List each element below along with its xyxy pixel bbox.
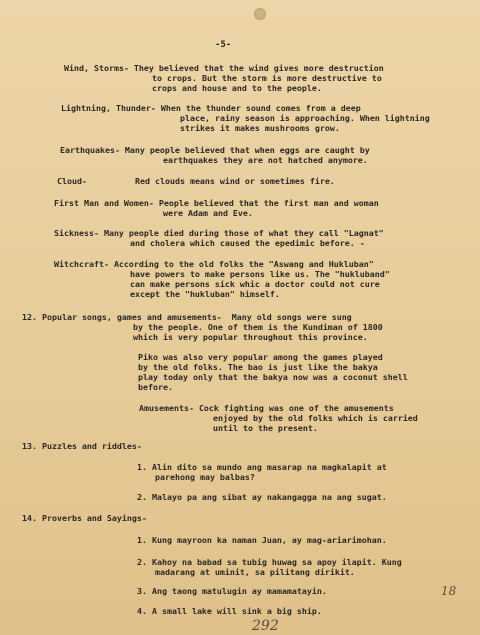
line-lightning-1: Lightning, Thunder- When the thunder sound comes from a deep (61, 103, 361, 113)
line-proverb-3: 3. Ang taong matulugin ay mamamatayin. (137, 586, 327, 596)
line-section-14: 14. Proverbs and Sayings- (22, 513, 147, 523)
line-section-13: 13. Puzzles and riddles- (22, 441, 142, 451)
line-riddle-1b: parehong may balbas? (155, 472, 255, 482)
line-piko-4: before. (138, 382, 173, 392)
line-earthquakes-2: earthquakes they are not hatched anymore. (163, 155, 368, 165)
line-proverb-2a: 2. Kahoy na babad sa tubig huwag sa apoy ilapit. Kung (137, 557, 402, 567)
line-riddle-2: 2. Malayo pa ang sibat ay nakangagga na ang sugat. (137, 492, 387, 502)
line-piko-1: Piko was also very popular among the games played (138, 352, 383, 362)
line-wind-storms-3: crops and house and to the people. (152, 83, 322, 93)
line-cloud-label: Cloud- (57, 176, 87, 186)
page-number: -5- (215, 40, 232, 50)
line-piko-3: play today only that the bakya now was a coconut shell (138, 372, 408, 382)
line-piko-2: by the old folks. The bao is just like the bakya (138, 362, 378, 372)
line-earthquakes-1: Earthquakes- Many people believed that when eggs are caught by (60, 145, 370, 155)
line-section-12-3: which is very popular throughout this province. (133, 332, 368, 342)
line-lightning-2: place, rainy season is approaching. When lightning (180, 113, 430, 123)
line-riddle-1a: 1. Alin dito sa mundo ang masarap na magkalapit at (137, 462, 387, 472)
line-section-12-2: by the people. One of them is the Kundiman of 1800 (133, 322, 383, 332)
line-witchcraft-3: can make persons sick whic a doctor could not cure (130, 279, 380, 289)
handwritten-number: 18 (441, 584, 457, 598)
line-witchcraft-4: except the "hukluban" himself. (130, 289, 280, 299)
handwritten-stamp: 292 (252, 618, 279, 634)
line-witchcraft-2: have powers to make persons like us. The "hukluband" (130, 269, 390, 279)
line-proverb-1: 1. Kung mayroon ka naman Juan, ay mag-ariarimohan. (137, 535, 387, 545)
line-proverb-2b: madarang at uminit, sa pilitang dirikit. (155, 567, 355, 577)
line-wind-storms-1: Wind, Storms- They believed that the wind gives more destruction (64, 63, 384, 73)
line-wind-storms-2: to crops. But the storm is more destructive to (152, 73, 382, 83)
line-sickness-2: and cholera which caused the epedimic before. - (130, 238, 365, 248)
line-first-man-1: First Man and Women- People believed that the first man and woman (54, 198, 379, 208)
line-proverb-4: 4. A small lake will sink a big ship. (137, 606, 322, 616)
line-sickness-1: Sickness- Many people died during those of what they call "Lagnat" (54, 228, 384, 238)
punch-hole (254, 8, 266, 20)
line-first-man-2: were Adam and Eve. (163, 208, 253, 218)
line-cloud-text: Red clouds means wind or sometimes fire. (135, 176, 335, 186)
line-amusements-1: Amusements- Cock fighting was one of the amusements (139, 403, 394, 413)
line-amusements-3: until to the present. (213, 423, 318, 433)
line-section-12-1: 12. Popular songs, games and amusements- Many old songs were sung (22, 312, 352, 322)
line-witchcraft-1: Witchcraft- According to the old folks the "Aswang and Hukluban" (54, 259, 374, 269)
line-lightning-3: strikes it makes mushrooms grow. (180, 123, 340, 133)
line-amusements-2: enjoyed by the old folks which is carried (213, 413, 418, 423)
